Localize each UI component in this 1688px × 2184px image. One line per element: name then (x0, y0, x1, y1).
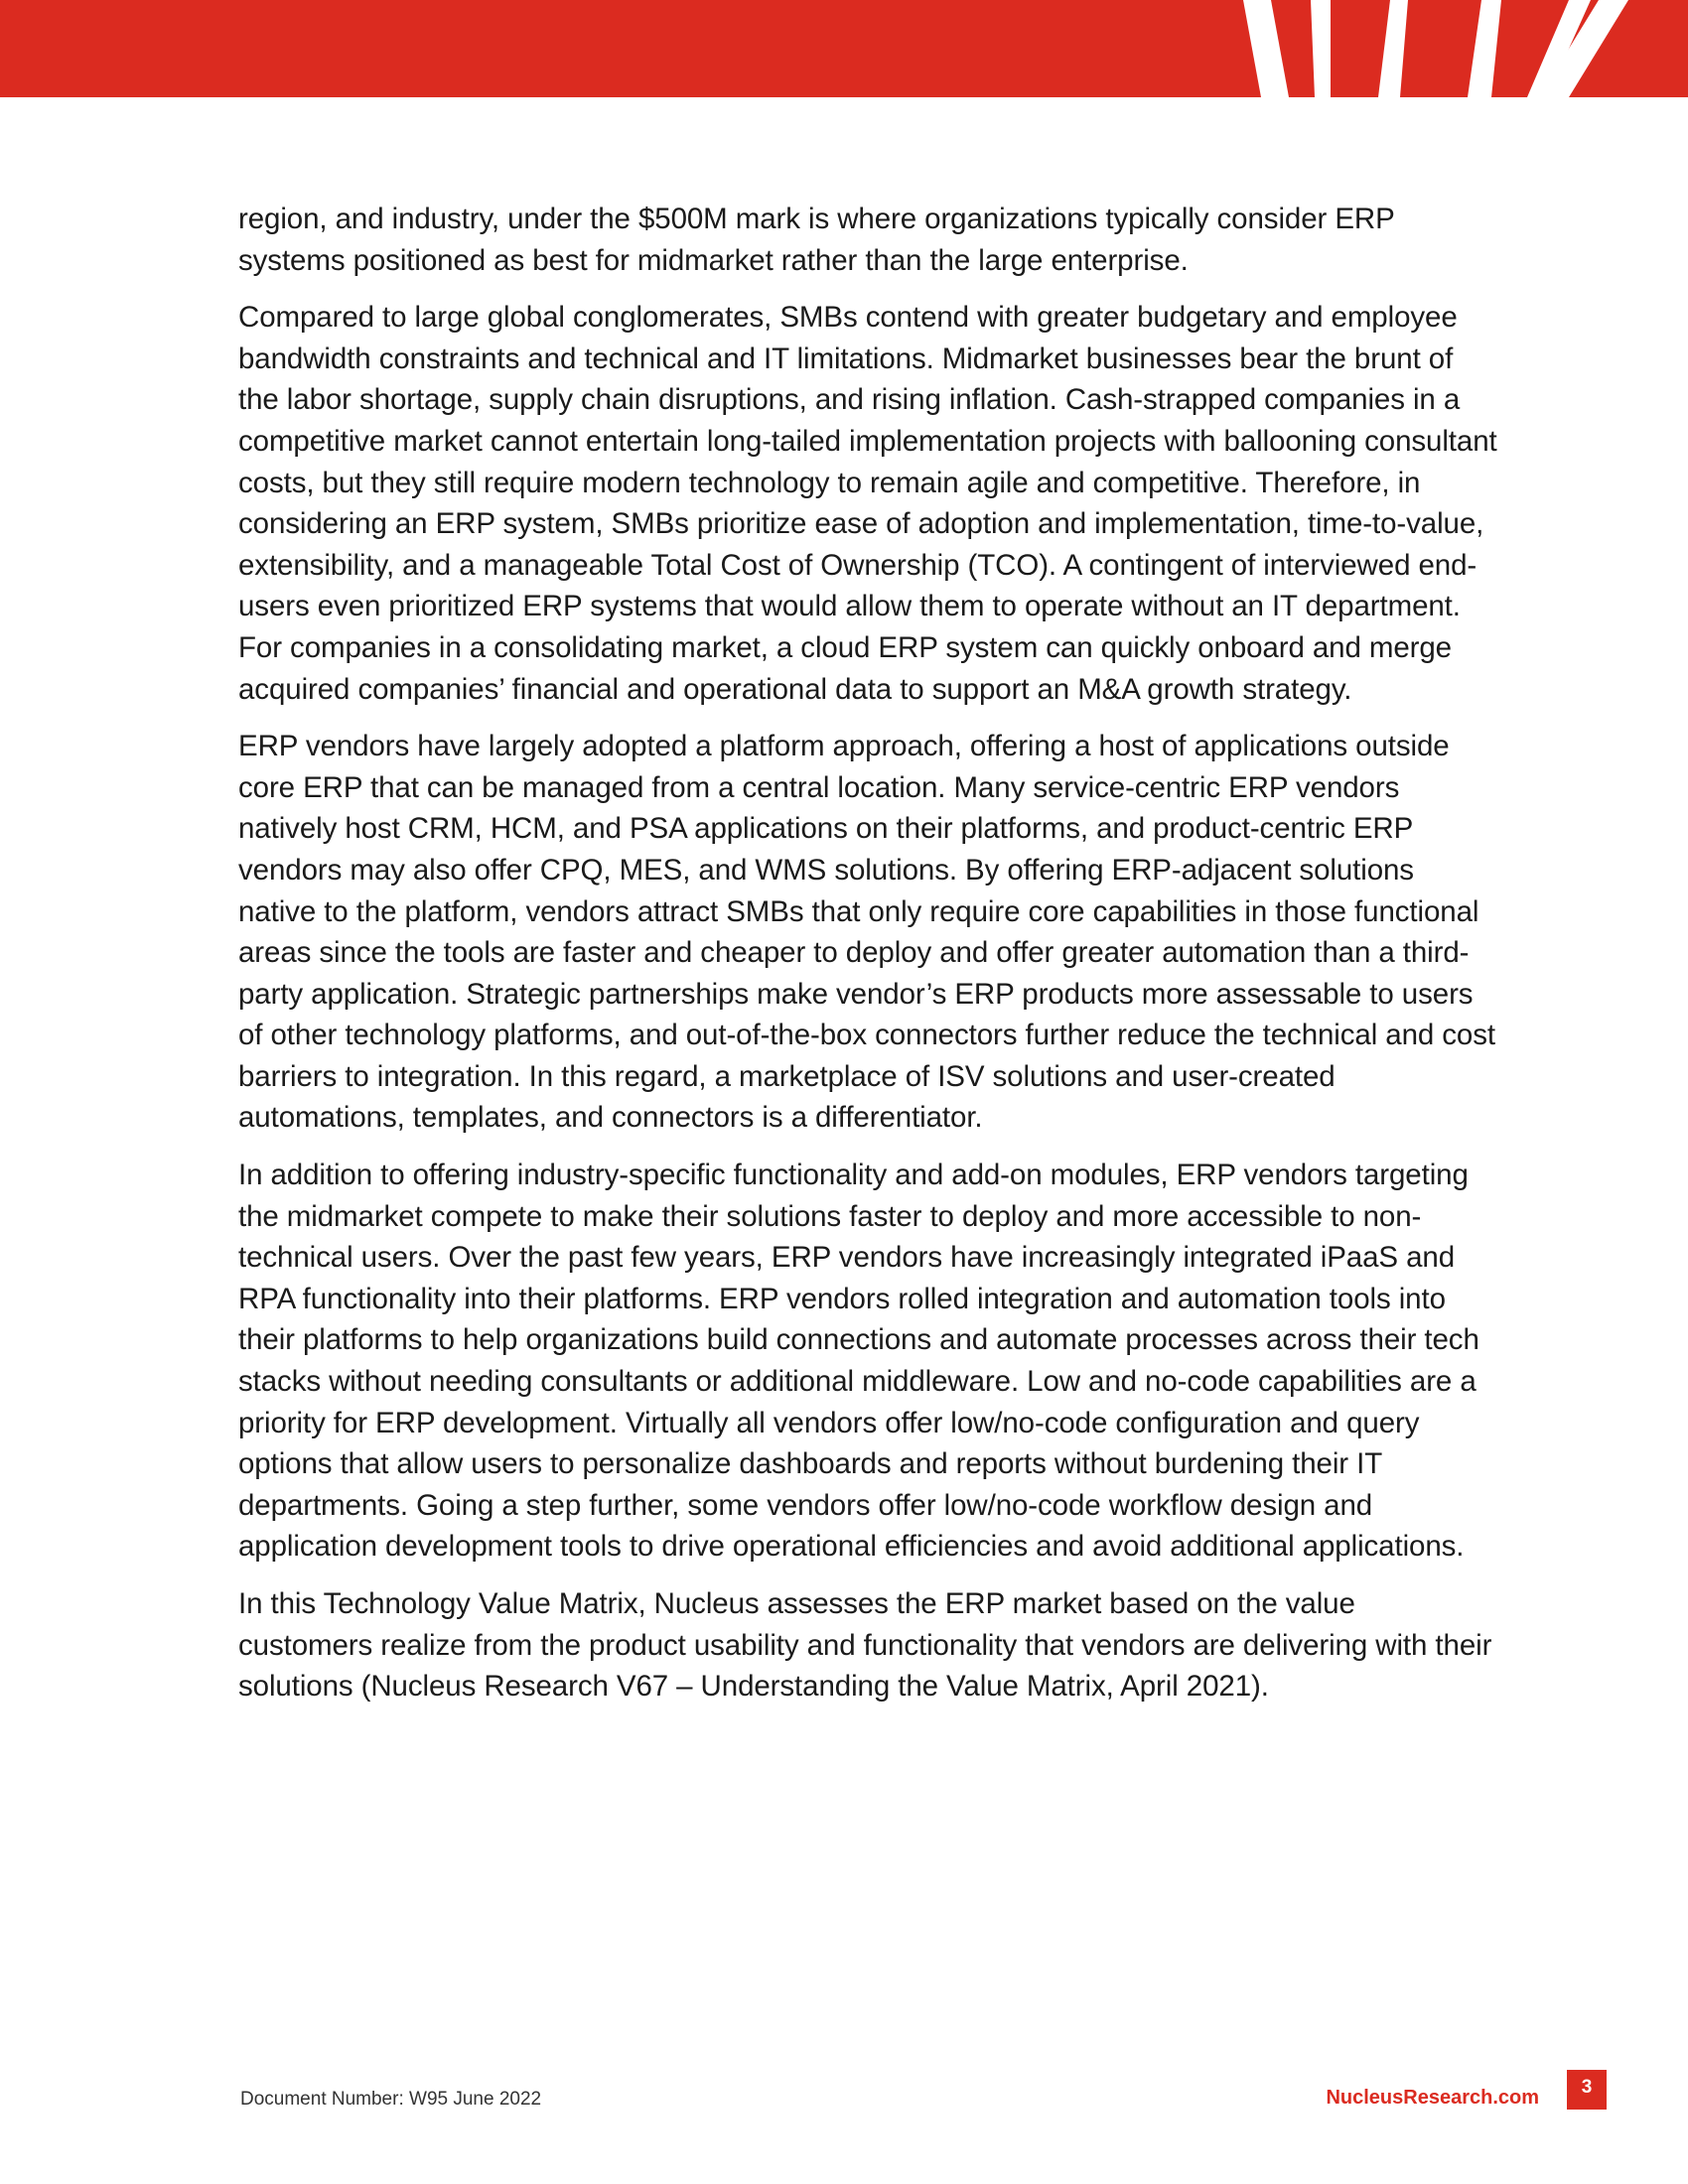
nucleus-stripes-logo-icon (1231, 0, 1688, 97)
body-text (238, 199, 1497, 1723)
page-number-badge: 3 (1567, 2070, 1607, 2110)
header-band (0, 0, 1688, 97)
paragraph-1: region, and industry, under the $500M mark is where organizations typically consider ERP systems positioned as best for midmarket rather than the large enterprise. (238, 203, 1395, 277)
paragraph-3: ERP vendors have largely adopted a platform approach, offering a host of applications outside core ERP that can be managed from a central location. Many service-centric ERP vendors natively host CRM, HCM, and PSA applications on their platforms, and product-centric ERP vendors may also offer CPQ, MES, and WMS solutions. By offering ERP-adjacent solutions native to the platform, vendors attract SMBs that only require core capabilities in those functional areas since the tools are faster and cheaper to deploy and offer greater automation than a third-party application. Strategic partnerships make vendor’s ERP products more assessable to users of other technology platforms, and out-of-the-box connectors further reduce the technical and cost barriers to integration. In this regard, a marketplace of ISV solutions and user-created automations, templates, and connectors is a differentiator. (238, 730, 1495, 1135)
document-number: Document Number: W95 June 2022 (240, 2089, 542, 2110)
paragraph-5: In this Technology Value Matrix, Nucleus assesses the ERP market based on the value customers realize from the product usability and functionality that vendors are delivering with their solutions (Nucleus Research V67 – Understanding the Value Matrix, April 2021). (238, 1587, 1492, 1704)
paragraph-4: In addition to offering industry-specific functionality and add-on modules, ERP vendors targeting the midmarket compete to make their solutions faster to deploy and more accessible to non-technical users. Over the past few years, ERP vendors have increasingly integrated iPaaS and RPA functionality into their platforms. ERP vendors rolled integration and automation tools into their platforms to help organizations build connections and automate processes across their tech stacks without needing consultants or additional middleware. Low and no-code capabilities are a priority for ERP development. Virtually all vendors offer low/no-code configuration and query options that allow users to personalize dashboards and reports without burdening their IT departments. Going a step further, some vendors offer low/no-code workflow design and application development tools to drive operational efficiencies and avoid additional applications. (238, 1159, 1479, 1564)
paragraph-2: Compared to large global conglomerates, SMBs contend with greater budgetary and employee bandwidth constraints and technical and IT limitations. Midmarket businesses bear the brunt of the labor shortage, supply chain disruptions, and rising inflation. Cash-strapped companies in a competitive market cannot entertain long-tailed implementation projects with ballooning consultant costs, but they still require modern technology to remain agile and competitive. Therefore, in considering an ERP system, SMBs prioritize ease of adoption and implementation, time-to-value, extensibility, and a manageable Total Cost of Ownership (TCO). A contingent of interviewed end-users even prioritized ERP systems that would allow them to operate without an IT department. For companies in a consolidating market, a cloud ERP system can quickly onboard and merge acquired companies’ financial and operational data to support an M&A growth strategy. (238, 301, 1497, 706)
website-link[interactable]: NucleusResearch.com (1326, 2087, 1539, 2109)
